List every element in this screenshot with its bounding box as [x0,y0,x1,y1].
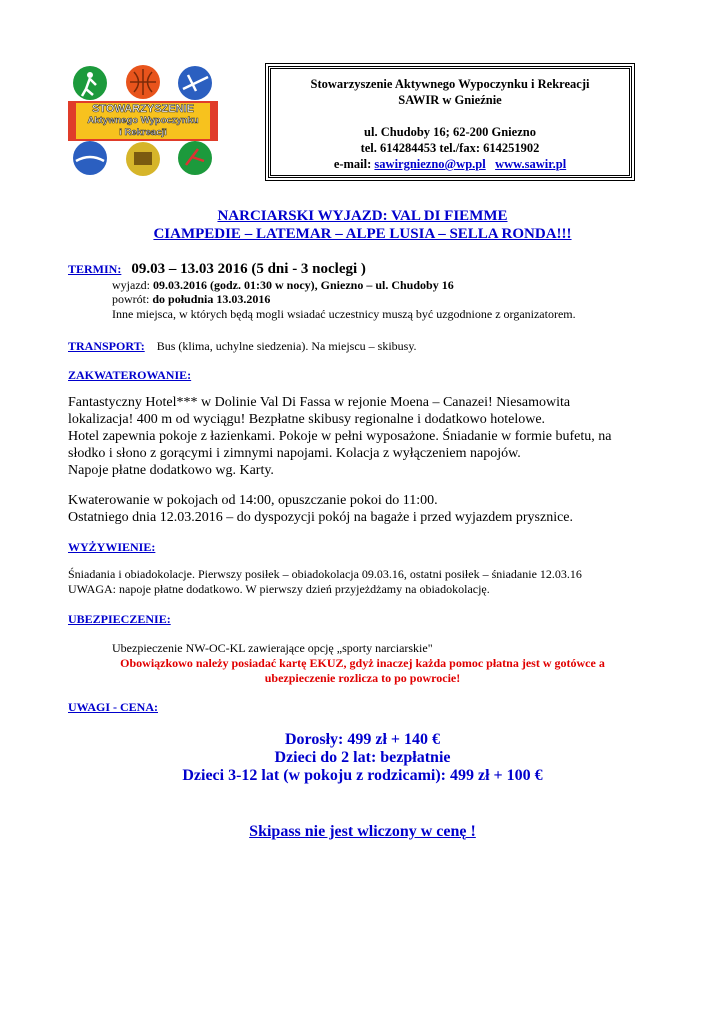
insurance-text: Ubezpieczenie NW-OC-KL zawierające opcję „sporty narciarskie" [112,641,433,655]
meals-label: WYŻYWIENIE: [68,540,156,554]
insurance-warning-line1: Obowiązkowo należy posiadać kartę EKUZ, gdyż inaczej każda pomoc płatna jest w gotówce a [120,656,605,670]
sawir-logo [68,65,218,177]
accommodation-label: ZAKWATEROWANIE: [68,368,192,382]
accommodation-line: Hotel zapewnia pokoje z łazienkami. Pokoje w pełni wyposażone. Śniadanie w formie bufetu, na [68,429,612,444]
checkin-line: Kwaterowanie w pokojach od 14:00, opuszczanie pokoi do 11:00. [68,493,438,508]
transport-label: TRANSPORT: [68,339,145,353]
termin-row [68,260,366,278]
insurance-label: UBEZPIECZENIE: [68,612,171,626]
meals-line: Śniadania i obiadokolacje. Pierwszy posiłek – obiadokolacja 09.03.16, ostatni posiłek – śniadanie 12.03.16 [68,567,582,581]
transport-text: Bus (klima, uchylne siedzenia). Na miejscu – skibusy. [156,339,417,353]
org-name-line1: Stowarzyszenie Aktywnego Wypoczynku i Rekreacji [310,77,590,91]
page-title-line1: NARCIARSKI WYJAZD: VAL DI FIEMME [217,208,508,224]
termin-label: TERMIN: [68,262,122,276]
transport-row [68,337,417,355]
return-value: do południa 13.03.2016 [152,292,271,306]
departure-label: wyjazd: [112,278,150,292]
meals-line: UWAGA: napoje płatne dodatkowo. W pierwszy dzień przyjeżdżamy na obiadokolację. [68,582,490,596]
page-title-line2: CIAMPEDIE – LATEMAR – ALPE LUSIA – SELLA RONDA!!! [153,226,572,242]
logo-text-line3: i Rekreacji [119,127,167,138]
logo-text-line1: STOWARZYSZENIE [92,103,194,115]
return-label: powrót: [112,292,150,306]
org-name-line2: SAWIR w Gnieźnie [398,93,502,107]
skipass-note: Skipass nie jest wliczony w cenę ! [249,823,476,840]
departure-value: 09.03.2016 (godz. 01:30 w nocy), Gniezno – ul. Chudoby 16 [153,278,454,292]
org-phone: tel. 614284453 tel./fax: 614251902 [360,141,540,155]
accommodation-line: Fantastyczny Hotel*** w Dolinie Val Di Fassa w rejonie Moena – Canazei! Niesamowita [68,395,571,410]
price-adult: Dorosły: 499 zł + 140 € [284,731,441,748]
email-label: e-mail: [333,157,372,171]
checkin-text [68,492,573,526]
pickup-note: Inne miejsca, w których będą mogli wsiadać uczestnicy muszą być uzgodnione z organizatorem. [112,307,576,321]
email-link[interactable]: sawirgniezno@wp.pl [374,157,486,171]
accommodation-text [68,394,612,479]
accommodation-line: lokalizacja! 400 m od wyciągu! Bezpłatne skibusy regionalne i dodatkowo hotelowe. [68,412,546,427]
logo-text-line2: Aktywnego Wypoczynku [87,115,199,126]
accommodation-line: słodko i słono z gorącymi i zimnymi napojami. Kolacja z wyłączeniem napojów. [68,446,521,461]
checkout-line: Ostatniego dnia 12.03.2016 – do dyspozycji pokój na bagaże i przed wyjazdem prysznice. [68,510,574,525]
price-infant: Dzieci do 2 lat: bezpłatnie [274,749,451,766]
return-line [112,292,270,307]
organization-header-box [268,66,632,178]
org-contact-line [271,157,629,172]
departure-line [112,278,454,293]
termin-dates: 09.03 – 13.03 2016 (5 dni - 3 noclegi ) [131,261,366,277]
insurance-warning-line2: ubezpieczenie rozlicza to po powrocie! [264,671,461,685]
website-link[interactable]: www.sawir.pl [495,157,567,171]
meals-text [68,567,582,597]
accommodation-line: Napoje płatne dodatkowo wg. Karty. [68,463,274,478]
org-address: ul. Chudoby 16; 62-200 Gniezno [364,125,536,139]
price-label: UWAGI - CENA: [68,700,158,714]
price-child: Dzieci 3-12 lat (w pokoju z rodzicami): 499 zł + 100 € [182,767,543,784]
